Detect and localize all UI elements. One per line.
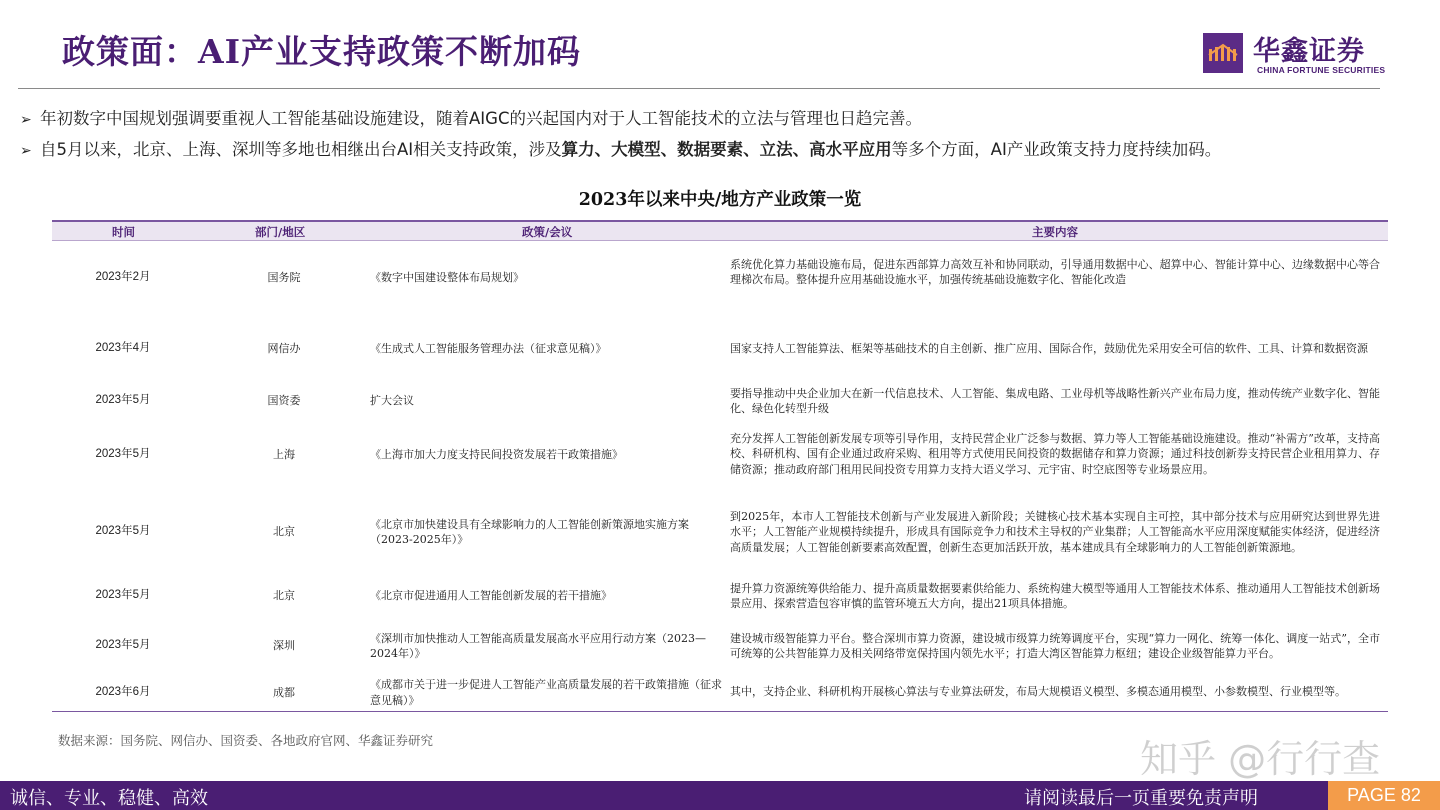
row-policy: 《成都市关于进一步促进人工智能产业高质量发展的若干政策措施（征求意见稿）》 [370, 678, 722, 707]
row-policy: 扩大会议 [370, 394, 414, 408]
logo-chinese-name: 华鑫证券 [1253, 36, 1365, 67]
row-date: 2023年5月 [95, 639, 151, 652]
row-content: 要指导推动中央企业加大在新一代信息技术、人工智能、集成电路、工业母机等战略性新兴产业布局力度，推动传统产业数字化、智能化、绿色化转型升级 [730, 386, 1380, 415]
row-content: 国家支持人工智能算法、框架等基础技术的自主创新、推广应用、国际合作，鼓励优先采用安全可信的软件、工具、计算和数据资源 [730, 342, 1368, 356]
title-divider [18, 88, 1380, 89]
row-content: 其中，支持企业、科研机构开展核心算法与专业算法研发，布局大规模语义模型、多模态通用模型、小参数模型、行业模型等。 [730, 685, 1346, 699]
table-row [52, 241, 1388, 314]
row-policy: 《数字中国建设整体布局规划》 [370, 270, 524, 284]
table-row [52, 674, 1388, 711]
row-policy: 《上海市加大力度支持民间投资发展若干政策措施》 [370, 447, 623, 461]
row-policy: 《北京市促进通用人工智能创新发展的若干措施》 [370, 589, 612, 603]
row-date: 2023年2月 [95, 270, 151, 283]
bullet-text: 年初数字中国规划强调要重视人工智能基础设施建设，随着AIGC的兴起国内对于人工智能技术的立法与管理也日趋完善。 [40, 109, 922, 128]
row-content: 到2025年，本市人工智能技术创新与产业发展进入新阶段；关键核心技术基本实现自主可控，其中部分技术与应用研究达到世界先进水平；人工智能产业规模持续提升，形成具有国际竞争力和技术主导权的产业集群；人工智能高水平应用深度赋能实体经济，促进经济高质量发展；人工智能创新要素高效配置，创新生态更加活跃开放，基本建成具有全球影响力的人工智能创新策源地。 [730, 509, 1380, 554]
row-policy: 《北京市加快建设具有全球影响力的人工智能创新策源地实施方案（2023-2025年）》 [370, 517, 689, 546]
row-date: 2023年5月 [95, 589, 151, 602]
logo-mark-icon [1203, 33, 1243, 73]
column-header-policy: 政策/会议 [522, 225, 573, 239]
arrow-bullet-icon: ➢ [20, 143, 32, 159]
row-content: 提升算力资源统筹供给能力、提升高质量数据要素供给能力、系统构建大模型等通用人工智能技术体系、推动通用人工智能技术创新场景应用、探索营造包容审慎的监管环境五大方向，提出21项具体措施。 [730, 581, 1380, 610]
data-source-note: 数据来源：国务院、网信办、国资委、各地政府官网、华鑫证券研究 [58, 733, 434, 748]
row-policy: 《生成式人工智能服务管理办法（征求意见稿）》 [370, 341, 607, 355]
row-dept: 北京 [273, 525, 295, 539]
table-row [52, 618, 1388, 674]
table-title: 2023年以来中央/地方产业政策一览 [578, 190, 862, 210]
policy-table [52, 220, 1388, 711]
table-row [52, 314, 1388, 383]
row-date: 2023年6月 [95, 685, 151, 698]
row-dept: 深圳 [273, 639, 295, 653]
row-date: 2023年5月 [95, 447, 151, 460]
table-row [52, 490, 1388, 574]
row-content: 充分发挥人工智能创新发展专项等引导作用，支持民营企业广泛参与数据、算力等人工智能基础设施建设。推动“补需方”改革，支持高校、科研机构、国有企业通过政府采购、租用等方式使用民间投资的数据储存和算力资源；通过科技创新券支持民营企业租用算力、存储资源；推动政府部门租用民间投资专用算力支持大语义学习、元宇宙、时空底图等专业场景应用。 [730, 431, 1380, 476]
bullet-text: 自5月以来，北京、上海、深圳等多地也相继出台AI相关支持政策，涉及 [40, 140, 562, 159]
table-bottom-rule [52, 711, 1388, 712]
row-dept: 北京 [273, 589, 295, 603]
page-number: PAGE 82 [1328, 781, 1440, 810]
row-dept: 成都 [273, 685, 295, 699]
table-header [52, 220, 1388, 241]
row-policy: 《深圳市加快推动人工智能高质量发展高水平应用行动方案（2023—2024年）》 [370, 631, 706, 660]
company-logo [1203, 33, 1386, 75]
logo-english-name: CHINA FORTUNE SECURITIES [1257, 65, 1386, 75]
row-content: 建设城市级智能算力平台。整合深圳市算力资源，建设城市级算力统筹调度平台，实现“算力一网化、统筹一体化、调度一站式”，全市可统筹的公共智能算力及相关网络带宽保持国内领先水平；打造大湾区智能算力枢纽；建设企业级智能算力平台。 [730, 631, 1380, 660]
watermark: 知乎 @行行查 [1140, 737, 1381, 781]
row-dept: 国资委 [267, 394, 301, 408]
column-header-content: 主要内容 [1032, 225, 1078, 239]
row-dept: 网信办 [267, 341, 301, 355]
bullet-list [20, 103, 1221, 165]
column-header-time: 时间 [112, 225, 135, 239]
column-header-dept: 部门/地区 [255, 225, 306, 239]
footer-disclaimer-link[interactable]: 请阅读最后一页重要免责声明 [1024, 788, 1258, 809]
page-title: 政策面：AI产业支持政策不断加码 [62, 32, 582, 71]
row-date: 2023年4月 [95, 341, 151, 354]
bullet-text: 等多个方面，AI产业政策支持力度持续加码。 [891, 140, 1222, 159]
arrow-bullet-icon: ➢ [20, 112, 32, 128]
table-row [52, 383, 1388, 419]
bullet-item [20, 134, 1221, 165]
footer-slogan: 诚信、专业、稳健、高效 [10, 788, 208, 809]
row-dept: 上海 [273, 447, 295, 461]
bullet-emphasis: 算力、大模型、数据要素、立法、高水平应用 [561, 140, 892, 159]
table-row [52, 419, 1388, 490]
row-date: 2023年5月 [95, 525, 151, 538]
row-date: 2023年5月 [95, 394, 151, 407]
bullet-item [20, 103, 1221, 134]
table-row [52, 574, 1388, 618]
row-dept: 国务院 [267, 270, 301, 284]
row-content: 系统优化算力基础设施布局，促进东西部算力高效互补和协同联动，引导通用数据中心、超算中心、智能计算中心、边缘数据中心等合理梯次布局。整体提升应用基础设施水平，加强传统基础设施数字化、智能化改造 [730, 257, 1380, 286]
footer-bar [0, 781, 1440, 810]
